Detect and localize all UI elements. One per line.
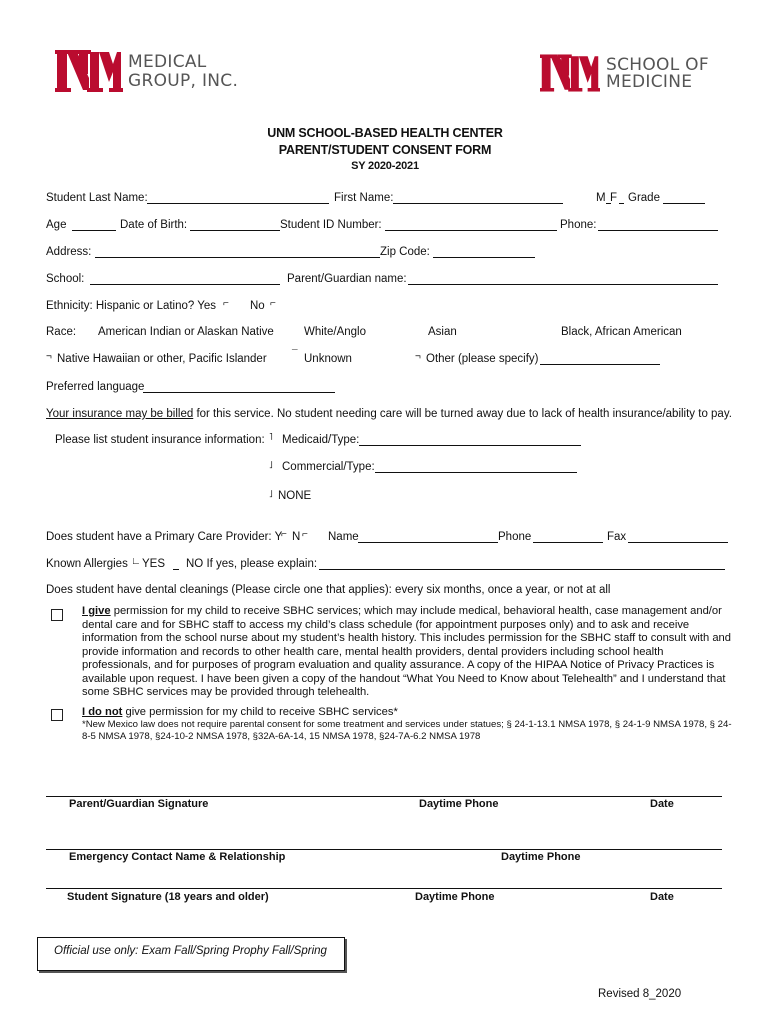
- allergies-yes-checkbox[interactable]: ∟: [131, 556, 141, 567]
- parent-signature-line[interactable]: [46, 796, 722, 797]
- address-field[interactable]: [95, 246, 380, 258]
- label-allergies: Known Allergies: [46, 558, 128, 570]
- unm-school-of-medicine-logo: [540, 52, 600, 97]
- legal-footnote: *New Mexico law does not require parental consent for some treatment and services under statues; § 24-1-13.1 NMSA 1978, § 24-1-9 NMSA 1978, § 24-8-5 NMSA 1978, §24-10-2 NMSA 1978, §32A-6A-14, 15 NMSA 1978, §24-7A-6.2 NMSA 1978: [82, 719, 732, 742]
- grade-field[interactable]: [663, 192, 705, 204]
- race-black[interactable]: Black, African American: [561, 326, 682, 338]
- dental-question: Does student have dental cleanings (Please circle one that applies): every six months, once a year, or not at all: [46, 584, 611, 596]
- label-daytime-phone-1: Daytime Phone: [419, 798, 499, 810]
- label-language: Preferred language: [46, 381, 145, 393]
- ethnicity-no-checkbox[interactable]: ⌐: [270, 298, 276, 309]
- label-zip: Zip Code:: [380, 246, 430, 258]
- medicaid-field[interactable]: [359, 434, 581, 446]
- label-daytime-phone-2: Daytime Phone: [501, 851, 581, 863]
- label-provider-phone: Phone: [498, 531, 532, 543]
- consent-donot-paragraph: [82, 706, 732, 720]
- label-none: NONE: [278, 490, 312, 502]
- form-title-line2: PARENT/STUDENT CONSENT FORM: [278, 143, 492, 157]
- dob-field[interactable]: [190, 219, 280, 231]
- unm-logo-icon: [55, 48, 123, 94]
- official-use-text: Official use only: Exam Fall/Spring Prophy Fall/Spring: [54, 945, 327, 957]
- consent-donot-text: give permission for my child to receive SBHC services*: [122, 706, 398, 718]
- consent-give-checkbox[interactable]: [51, 609, 63, 621]
- race-white[interactable]: White/Anglo: [304, 326, 367, 338]
- provider-yes-checkbox[interactable]: ⌐: [281, 529, 287, 540]
- medicaid-checkbox[interactable]: ˥: [269, 432, 273, 443]
- f-checkbox[interactable]: [619, 192, 624, 204]
- age-field[interactable]: [72, 219, 116, 231]
- label-ethnicity-no: No: [250, 300, 265, 312]
- label-dob: Date of Birth:: [120, 219, 188, 231]
- label-student-signature: Student Signature (18 years and older): [67, 891, 269, 903]
- insurance-notice-underlined: Your insurance may be billed: [46, 408, 194, 420]
- label-grade: Grade: [628, 192, 660, 204]
- allergies-explain-field[interactable]: [319, 558, 725, 570]
- race-unknown-checkbox[interactable]: ¯: [292, 349, 298, 360]
- language-field[interactable]: [143, 381, 335, 393]
- label-f: F: [610, 192, 618, 204]
- consent-donot-bold: I do not: [82, 706, 123, 718]
- label-provider-n: N: [292, 531, 301, 543]
- student-last-name-field[interactable]: [147, 192, 329, 204]
- logo-text-school-of: SCHOOL OF: [606, 55, 709, 75]
- none-checkbox[interactable]: ˩: [269, 489, 273, 500]
- label-allergies-no: NO If yes, please explain:: [186, 558, 318, 570]
- first-name-field[interactable]: [393, 192, 563, 204]
- consent-give-bold: I give: [82, 605, 111, 617]
- logo-text-medical: MEDICAL: [128, 52, 207, 72]
- consent-donot-checkbox[interactable]: [51, 709, 63, 721]
- student-id-field[interactable]: [385, 219, 557, 231]
- label-m: M: [596, 192, 606, 204]
- race-native-hawaiian[interactable]: Native Hawaiian or other, Pacific Islander: [57, 353, 267, 365]
- race-asian[interactable]: Asian: [428, 326, 457, 338]
- consent-give-paragraph: [82, 605, 732, 700]
- phone-field[interactable]: [598, 219, 718, 231]
- race-american-indian[interactable]: American Indian or Alaskan Native: [98, 326, 274, 338]
- label-date-3: Date: [650, 891, 674, 903]
- emergency-contact-line[interactable]: [46, 849, 722, 850]
- race-native-hawaiian-checkbox[interactable]: ¬: [46, 351, 52, 362]
- label-student-last-name: Student Last Name:: [46, 192, 148, 204]
- race-other-checkbox[interactable]: ¬: [415, 351, 421, 362]
- provider-fax-field[interactable]: [628, 531, 728, 543]
- label-medicaid: Medicaid/Type:: [282, 434, 360, 446]
- provider-phone-field[interactable]: [533, 531, 603, 543]
- label-address: Address:: [46, 246, 92, 258]
- commercial-field[interactable]: [375, 461, 577, 473]
- label-provider-name: Name: [328, 531, 359, 543]
- provider-name-field[interactable]: [358, 531, 498, 543]
- form-title-year: SY 2020-2021: [351, 160, 419, 172]
- form-title-line1: UNM SCHOOL-BASED HEALTH CENTER: [267, 126, 503, 140]
- label-race: Race:: [46, 326, 77, 338]
- label-ethnicity: Ethnicity: Hispanic or Latino? Yes: [46, 300, 217, 312]
- student-signature-line[interactable]: [46, 888, 722, 889]
- guardian-field[interactable]: [408, 273, 718, 285]
- race-other-field[interactable]: [540, 353, 660, 365]
- official-use-box: [37, 937, 345, 971]
- unm-medical-group-logo: [55, 48, 123, 97]
- commercial-checkbox[interactable]: ˩: [269, 460, 273, 471]
- label-commercial: Commercial/Type:: [282, 461, 375, 473]
- label-date-1: Date: [650, 798, 674, 810]
- school-field[interactable]: [90, 273, 280, 285]
- race-unknown[interactable]: Unknown: [304, 353, 352, 365]
- zip-field[interactable]: [433, 246, 535, 258]
- logo-text-medicine: MEDICINE: [606, 72, 693, 92]
- race-other[interactable]: Other (please specify): [426, 353, 539, 365]
- consent-give-text: permission for my child to receive SBHC services; which may include medical, behavioral health, case management and/or dental care and for SBHC staff to access my child’s class schedule (for appointment purposes only) and to ask and receive information from the school nurse about my student’s health history. This includes permission for the SBHC staff to consult with and provide information and records to other health care, mental health providers, dental providers including school health professionals, and for purposes of program evaluation and quality assurance. A copy of the HIPAA Notice of Privacy Practices is available upon request. I have been given a copy of the handout “What You Need to Know about Telehealth” and I understand that some SBHC services may be provided through telehealth.: [82, 605, 731, 698]
- label-age: Age: [46, 219, 67, 231]
- insurance-notice-text: for this service. No student needing care will be turned away due to lack of health insurance/ability to pay.: [193, 408, 732, 420]
- unm-logo-icon: [540, 52, 600, 94]
- label-first-name: First Name:: [334, 192, 394, 204]
- label-daytime-phone-3: Daytime Phone: [415, 891, 495, 903]
- ethnicity-yes-checkbox[interactable]: ⌐: [223, 298, 229, 309]
- insurance-notice: [46, 408, 732, 420]
- label-emergency-contact: Emergency Contact Name & Relationship: [69, 851, 286, 863]
- label-primary-care: Does student have a Primary Care Provider: Y: [46, 531, 283, 543]
- allergies-no-checkbox[interactable]: [173, 558, 179, 570]
- label-allergies-yes: YES: [142, 558, 166, 570]
- label-phone: Phone:: [560, 219, 597, 231]
- label-insurance-list: Please list student insurance information:: [55, 434, 265, 446]
- revision-note: Revised 8_2020: [598, 988, 682, 1000]
- label-guardian: Parent/Guardian name:: [287, 273, 407, 285]
- provider-no-checkbox[interactable]: ⌐: [302, 529, 308, 540]
- label-parent-signature: Parent/Guardian Signature: [69, 798, 209, 810]
- logo-text-group: GROUP, INC.: [128, 71, 239, 91]
- label-school: School:: [46, 273, 85, 285]
- label-provider-fax: Fax: [607, 531, 627, 543]
- label-student-id: Student ID Number:: [280, 219, 382, 231]
